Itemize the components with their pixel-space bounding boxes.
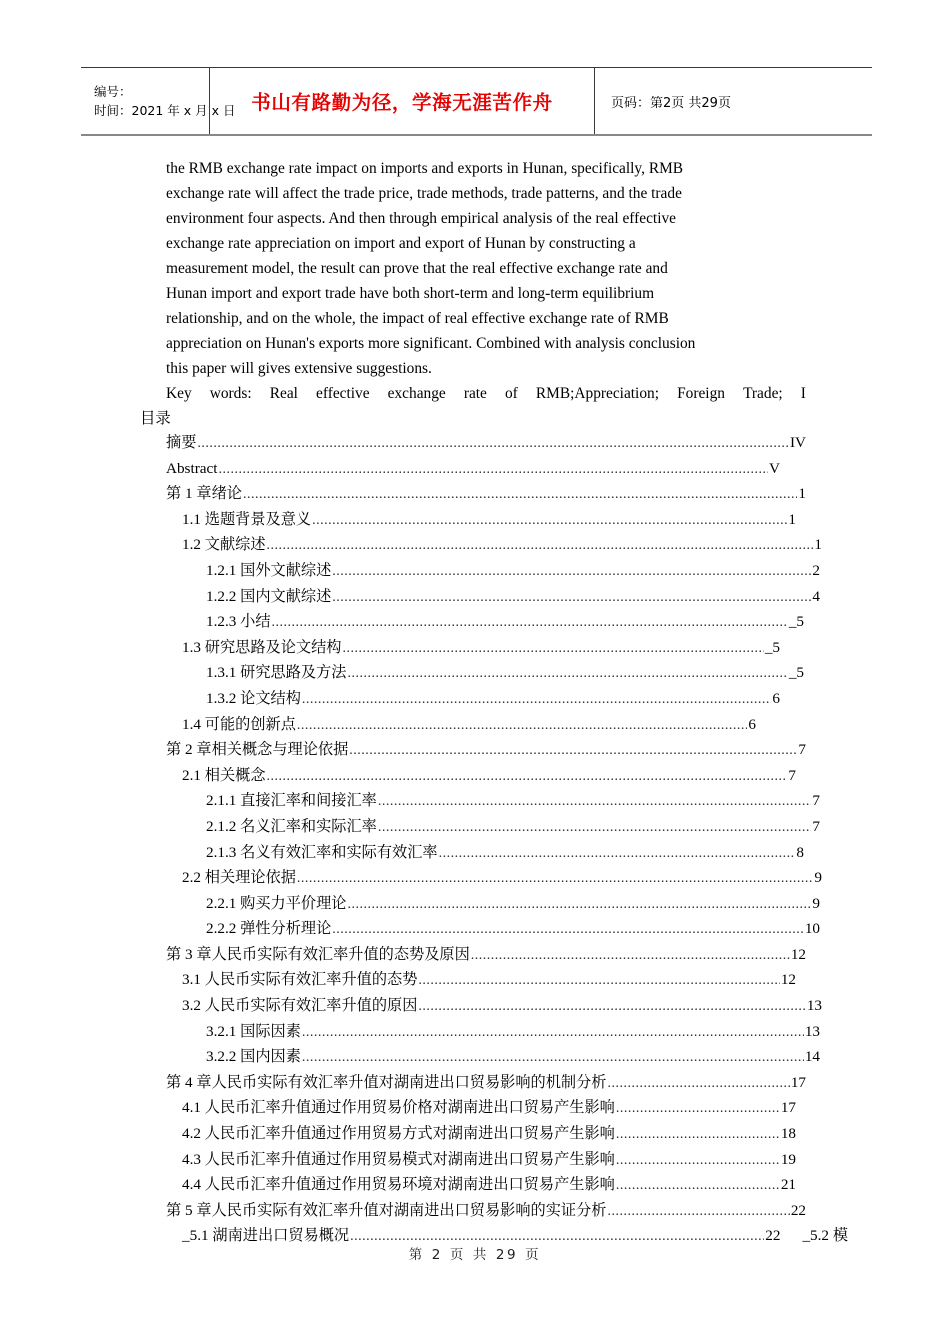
toc-entry[interactable] xyxy=(140,789,820,815)
toc-entry[interactable] xyxy=(140,1096,796,1122)
toc-entry-label: 4.2 人民币汇率升值通过作用贸易方式对湖南进出口贸易产生影响 xyxy=(182,1125,615,1143)
toc-dot-leader xyxy=(272,611,788,636)
toc-entry-label: 1.2 文献综述 xyxy=(182,536,266,554)
toc-dot-leader xyxy=(471,944,790,969)
toc-entry-page-number: 12 xyxy=(790,945,806,963)
toc-entry-page-number: 8 xyxy=(796,843,804,861)
keyword-segment: effective xyxy=(316,385,370,402)
page-footer: 第 2 页 共 29 页 xyxy=(408,1247,542,1263)
toc-entry-label: 1.3 研究思路及论文结构 xyxy=(182,638,342,656)
toc-entry[interactable] xyxy=(140,917,820,943)
toc-entry[interactable] xyxy=(140,533,822,559)
toc-entry[interactable] xyxy=(140,943,806,969)
toc-entry[interactable] xyxy=(140,610,804,636)
toc-entry-label: 2.1.2 名义汇率和实际汇率 xyxy=(206,817,377,835)
toc-entry[interactable] xyxy=(140,764,796,790)
abstract-line: measurement model, the result can prove that the real effective exchange rate and xyxy=(166,260,668,277)
abstract-line: exchange rate will affect the trade price, trade methods, trade patterns, and the trade xyxy=(166,185,682,202)
toc-dot-leader xyxy=(342,637,763,662)
keywords-line xyxy=(166,381,806,406)
header-cell-identifier xyxy=(81,68,236,136)
toc-entry-page-number: _5 xyxy=(764,638,780,656)
header-row xyxy=(81,68,872,136)
toc-entry[interactable] xyxy=(140,1199,806,1225)
toc-entry-label: 第 1 章绪论 xyxy=(166,485,242,503)
toc-dot-leader xyxy=(297,714,748,739)
toc-entry-label: 摘要 xyxy=(166,434,197,451)
toc-entry-label: 第 4 章人民币实际有效汇率升值对湖南进出口贸易影响的机制分析 xyxy=(166,1073,607,1091)
toc-heading: 目录 xyxy=(140,409,171,427)
toc-dot-leader xyxy=(616,1097,780,1122)
toc-dot-leader xyxy=(267,534,814,559)
abstract-line: exchange rate appreciation on import and export of Hunan by constructing a xyxy=(166,235,636,252)
keyword-segment: exchange xyxy=(387,385,446,402)
toc-entry-label: 2.2 相关理论依据 xyxy=(182,869,296,887)
toc-entry[interactable] xyxy=(140,815,820,841)
toc-entry-label: 3.2.2 国内因素 xyxy=(206,1048,301,1066)
toc-entry-page-number: 7 xyxy=(812,792,820,810)
header-cell-motto xyxy=(210,68,595,136)
toc-dot-leader xyxy=(607,1200,789,1225)
toc-entry-label: 第 3 章人民币实际有效汇率升值的态势及原因 xyxy=(166,945,470,963)
toc-dot-leader xyxy=(607,1072,789,1097)
toc-dot-leader xyxy=(302,1046,804,1071)
toc-entry-page-number: 22 xyxy=(790,1201,806,1219)
keyword-segment: I xyxy=(800,385,806,402)
keyword-segment: Key xyxy=(166,385,192,402)
toc-dot-leader xyxy=(347,893,811,918)
toc-entry-label: 1.1 选题背景及意义 xyxy=(182,510,312,528)
toc-dot-leader xyxy=(267,765,788,790)
abstract-line: this paper will gives extensive suggestions. xyxy=(166,360,432,377)
toc-entry-page-number: 1 xyxy=(788,510,796,528)
toc-entry-page-number: V xyxy=(769,459,780,477)
toc-entry-page-number: 9 xyxy=(814,869,822,887)
toc-entry[interactable] xyxy=(140,866,822,892)
toc-entry-label: 4.4 人民币汇率升值通过作用贸易环境对湖南进出口贸易产生影响 xyxy=(182,1176,615,1194)
toc-entry-page-number: 6 xyxy=(772,689,780,707)
header-cell-page-info xyxy=(595,68,873,136)
keyword-segment: Trade; xyxy=(743,385,783,402)
toc-dot-leader xyxy=(218,458,768,483)
keyword-segment: of xyxy=(504,385,518,402)
keyword-segment: RMB;Appreciation; xyxy=(535,385,660,402)
toc-entry-label: 3.1 人民币实际有效汇率升值的态势 xyxy=(182,971,418,989)
toc-entry[interactable] xyxy=(140,457,780,483)
abstract-line: environment four aspects. And then through empirical analysis of the real effective xyxy=(166,210,677,227)
toc-entry[interactable] xyxy=(140,1071,806,1097)
toc-dot-leader xyxy=(418,969,779,994)
toc-entry-page-number: 19 xyxy=(780,1150,796,1168)
toc-dot-leader xyxy=(378,790,812,815)
toc-dot-leader xyxy=(616,1123,780,1148)
toc-entry[interactable] xyxy=(140,892,820,918)
toc-dot-leader xyxy=(616,1174,780,1199)
toc-entry-page-number: 4 xyxy=(812,587,820,605)
toc-entry[interactable] xyxy=(140,841,804,867)
toc-dot-leader xyxy=(349,739,797,764)
toc-entry[interactable] xyxy=(140,1122,796,1148)
keyword-segment: Real xyxy=(269,385,298,402)
toc-entry[interactable] xyxy=(140,738,806,764)
toc-entry-page-number: 1 xyxy=(814,536,822,554)
toc-entry-label: 2.1.1 直接汇率和间接汇率 xyxy=(206,792,377,810)
toc-entry[interactable] xyxy=(140,1020,820,1046)
toc-entry-label: 2.1.3 名义有效汇率和实际有效汇率 xyxy=(206,843,438,861)
toc-entry-label: 1.3.2 论文结构 xyxy=(206,689,301,707)
toc-entry[interactable] xyxy=(140,1045,820,1071)
toc-dot-leader xyxy=(197,432,789,457)
document-body xyxy=(140,156,848,1250)
toc-entry-label: 1.3.1 研究思路及方法 xyxy=(206,664,347,682)
keyword-segment: words: xyxy=(209,385,252,402)
toc-dot-leader xyxy=(312,509,787,534)
toc-dot-leader xyxy=(302,1021,804,1046)
abstract-line: appreciation on Hunan's exports more significant. Combined with analysis conclusion xyxy=(166,335,696,352)
toc-entry[interactable] xyxy=(140,559,820,585)
motto-text: 书山有路勤为径，学海无涯苦作舟 xyxy=(251,93,553,114)
toc-entry-page-number: 1 xyxy=(798,485,806,503)
toc-entry[interactable] xyxy=(140,661,804,687)
toc-entry[interactable] xyxy=(140,968,796,994)
keyword-segment: Foreign xyxy=(677,385,725,402)
abstract-paragraph xyxy=(140,156,810,381)
toc-entry-page-number: IV xyxy=(789,434,806,451)
toc-entry-page-number: 9 xyxy=(812,894,820,912)
toc-dot-leader xyxy=(378,816,812,841)
toc-entry-page-number: 6 xyxy=(748,715,756,733)
toc-dot-leader xyxy=(332,918,804,943)
toc-entry[interactable] xyxy=(140,508,796,534)
abstract-line: Hunan import and export trade have both short-term and long-term equilibrium xyxy=(166,285,655,302)
toc-entry-page-number: 10 xyxy=(804,920,820,938)
toc-entry-page-number: 13 xyxy=(804,1022,820,1040)
toc-entry[interactable] xyxy=(140,431,806,457)
toc-entry-label: 第 5 章人民币实际有效汇率升值对湖南进出口贸易影响的实证分析 xyxy=(166,1201,607,1219)
header-page-info: 页码：第2页 共29页 xyxy=(611,95,731,111)
toc-entry[interactable] xyxy=(140,1148,796,1174)
toc-entry-label: 2.1 相关概念 xyxy=(182,766,266,784)
keyword-segment: rate xyxy=(463,385,487,402)
toc-entry-label: 1.2.3 小结 xyxy=(206,613,271,631)
toc-entry-label: 4.3 人民币汇率升值通过作用贸易模式对湖南进出口贸易产生影响 xyxy=(182,1150,615,1168)
toc-entry[interactable] xyxy=(140,713,756,739)
toc-entry-label: 1.2.1 国外文献综述 xyxy=(206,561,332,579)
toc-entry-page-number: 18 xyxy=(780,1125,796,1143)
toc-entry-label: 4.1 人民币汇率升值通过作用贸易价格对湖南进出口贸易产生影响 xyxy=(182,1099,615,1117)
page-header-table xyxy=(81,67,872,136)
date-label: 时间：2021 年 x 月 x 日 xyxy=(94,103,236,118)
toc-dot-leader xyxy=(302,688,771,713)
toc-entry-label: 3.2 人民币实际有效汇率升值的原因 xyxy=(182,997,418,1015)
table-of-contents xyxy=(140,431,848,1250)
toc-entry[interactable] xyxy=(140,482,806,508)
abstract-line: the RMB exchange rate impact on imports and exports in Hunan, specifically, RMB xyxy=(166,160,684,177)
toc-entry-label: 第 2 章相关概念与理论依据 xyxy=(166,741,349,759)
toc-dot-leader xyxy=(439,842,796,867)
toc-dot-leader xyxy=(418,995,805,1020)
toc-entry[interactable] xyxy=(140,636,780,662)
toc-entry-page-number: 2 xyxy=(812,561,820,579)
toc-entry-page-number: 7 xyxy=(798,741,806,759)
toc-entry-page-number: 22 xyxy=(765,1227,781,1245)
toc-entry-page-number: 21 xyxy=(780,1176,796,1194)
toc-entry-label: 1.4 可能的创新点 xyxy=(182,715,296,733)
toc-entry-label: 2.2.2 弹性分析理论 xyxy=(206,920,332,938)
toc-dot-leader xyxy=(347,662,787,687)
toc-entry[interactable] xyxy=(140,994,822,1020)
toc-entry-page-number: 17 xyxy=(790,1073,806,1091)
toc-entry-page-number: 7 xyxy=(788,766,796,784)
toc-dot-leader xyxy=(297,867,814,892)
toc-entry-page-number: 13 xyxy=(806,997,822,1015)
toc-entry[interactable] xyxy=(140,585,820,611)
toc-entry-label: 1.2.2 国内文献综述 xyxy=(206,587,332,605)
toc-dot-leader xyxy=(332,560,811,585)
identifier-block xyxy=(81,82,236,121)
keywords-paragraph xyxy=(140,381,810,406)
toc-entry-label: 2.2.1 购买力平价理论 xyxy=(206,894,347,912)
toc-entry[interactable] xyxy=(140,1173,796,1199)
toc-entry-trailing-text: _5.2 模 xyxy=(802,1227,848,1245)
toc-entry-label: 3.2.1 国际因素 xyxy=(206,1022,301,1040)
toc-entry-label: _5.1 湖南进出口贸易概况 xyxy=(182,1227,350,1245)
toc-dot-leader xyxy=(243,483,797,508)
toc-entry[interactable] xyxy=(140,687,780,713)
identifier-label: 编号： xyxy=(94,83,132,99)
toc-entry-page-number: _5 xyxy=(788,613,804,631)
toc-dot-leader xyxy=(616,1149,780,1174)
abstract-line: relationship, and on the whole, the impact of real effective exchange rate of RMB xyxy=(166,310,669,327)
toc-entry-label: Abstract xyxy=(166,459,218,477)
toc-entry-page-number: 14 xyxy=(804,1048,820,1066)
toc-entry-page-number: 7 xyxy=(812,817,820,835)
toc-dot-leader xyxy=(332,586,811,611)
toc-entry-page-number: 17 xyxy=(780,1099,796,1117)
toc-entry-page-number: 12 xyxy=(780,971,796,989)
toc-entry-page-number: _5 xyxy=(788,664,804,682)
